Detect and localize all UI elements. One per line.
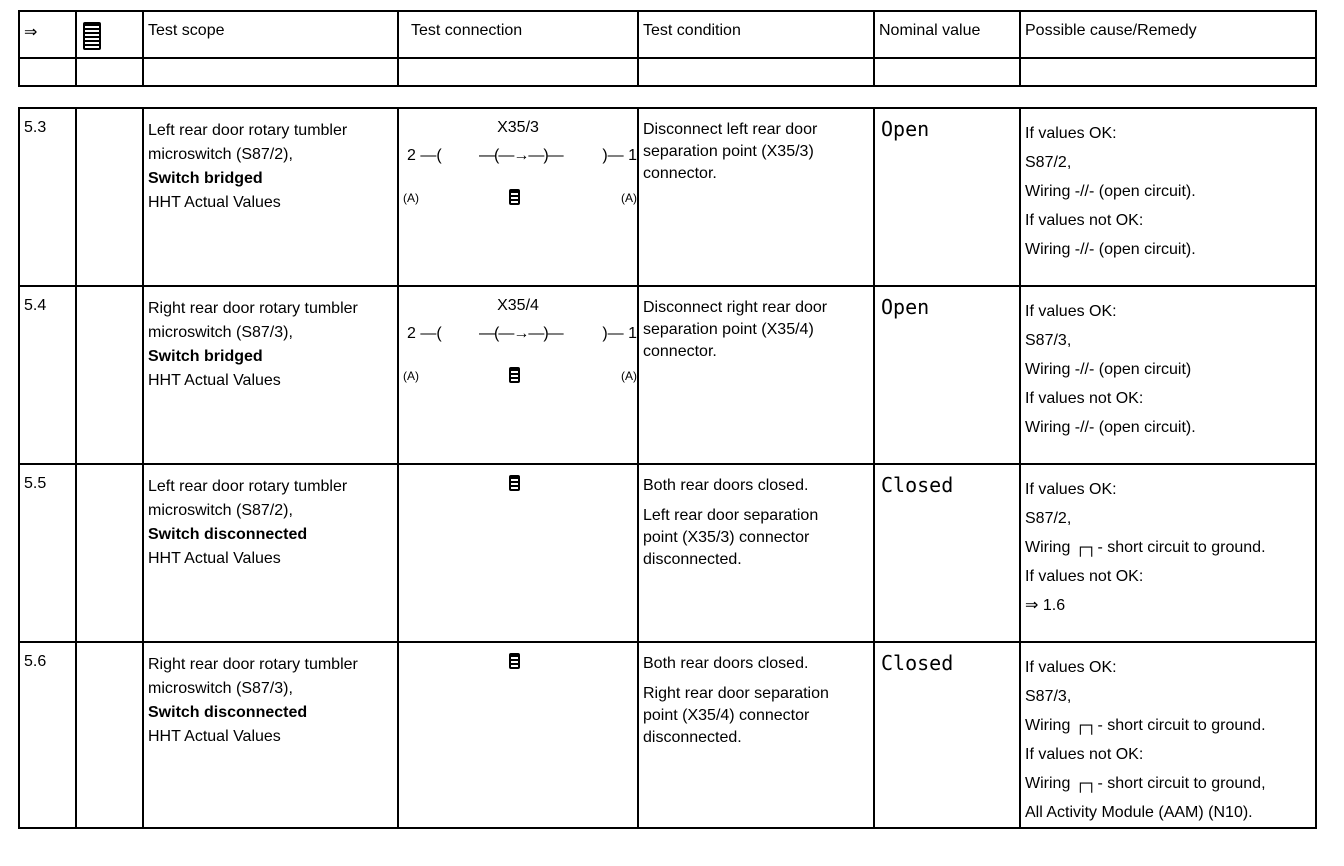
hht-device-icon bbox=[509, 475, 520, 491]
test-scope: Right rear door rotary tumbler microswitch (S87/3), Switch disconnected HHT Actual Values bbox=[143, 642, 398, 828]
header-device bbox=[76, 11, 143, 58]
header-test-scope: Test scope bbox=[143, 11, 398, 58]
annotation-right: (A) bbox=[621, 369, 637, 383]
header-subrow bbox=[19, 58, 1316, 86]
test-scope: Left rear door rotary tumbler microswitch (S87/2), Switch bridged HHT Actual Values bbox=[143, 108, 398, 286]
test-connection bbox=[398, 642, 638, 828]
table-row bbox=[19, 642, 1316, 828]
remedy: If values OK: S87/3, Wiring ┌┐- short circuit to ground. If values not OK: Wiring ┌┐- short circuit to ground, All Activity Module (AAM) (N10). bbox=[1020, 642, 1316, 828]
annotation-left: (A) bbox=[403, 369, 419, 383]
test-condition: Disconnect right rear door separation point (X35/4) connector. bbox=[638, 286, 874, 464]
nominal-value: Open bbox=[874, 286, 1020, 464]
test-condition: Both rear doors closed. Right rear door separation point (X35/4) connector disconnected. bbox=[638, 642, 874, 828]
annotation-left: (A) bbox=[403, 191, 419, 205]
step-number: 5.4 bbox=[19, 286, 76, 464]
test-connection bbox=[398, 286, 638, 464]
hht-device-icon bbox=[509, 367, 520, 383]
nominal-value: Open bbox=[874, 108, 1020, 286]
hht-device-icon bbox=[509, 189, 520, 205]
test-table bbox=[18, 107, 1317, 829]
connector-label: X35/3 bbox=[497, 119, 539, 136]
connector-symbol: —(—→—)— bbox=[479, 325, 563, 342]
pin-right: )— 1 bbox=[602, 147, 637, 164]
test-condition: Disconnect left rear door separation point (X35/3) connector. bbox=[638, 108, 874, 286]
nominal-value: Closed bbox=[874, 642, 1020, 828]
nominal-value: Closed bbox=[874, 464, 1020, 642]
header-nominal-value: Nominal value bbox=[874, 11, 1020, 58]
annotation-right: (A) bbox=[621, 191, 637, 205]
hht-device-icon bbox=[83, 22, 101, 50]
header-test-connection: Test connection bbox=[398, 11, 638, 58]
step-number: 5.5 bbox=[19, 464, 76, 642]
table-row bbox=[19, 464, 1316, 642]
test-scope: Left rear door rotary tumbler microswitch (S87/2), Switch disconnected HHT Actual Values bbox=[143, 464, 398, 642]
pin-right: )— 1 bbox=[602, 325, 637, 342]
test-condition: Both rear doors closed. Left rear door separation point (X35/3) connector disconnected. bbox=[638, 464, 874, 642]
header-arrow: ⇒ bbox=[19, 11, 76, 58]
pin-left: 2 —( bbox=[407, 147, 442, 164]
step-number: 5.6 bbox=[19, 642, 76, 828]
remedy: If values OK: S87/2, Wiring ┌┐- short circuit to ground. If values not OK: ⇒ 1.6 bbox=[1020, 464, 1316, 642]
step-number: 5.3 bbox=[19, 108, 76, 286]
remedy: If values OK: S87/2, Wiring -//- (open circuit). If values not OK: Wiring -//- (open circuit). bbox=[1020, 108, 1316, 286]
remedy: If values OK: S87/3, Wiring -//- (open circuit) If values not OK: Wiring -//- (open circuit). bbox=[1020, 286, 1316, 464]
pin-left: 2 —( bbox=[407, 325, 442, 342]
header-test-condition: Test condition bbox=[638, 11, 874, 58]
header-row bbox=[19, 11, 1316, 58]
header-remedy: Possible cause/Remedy bbox=[1020, 11, 1316, 58]
test-connection bbox=[398, 108, 638, 286]
test-scope: Right rear door rotary tumbler microswitch (S87/3), Switch bridged HHT Actual Values bbox=[143, 286, 398, 464]
table-row bbox=[19, 108, 1316, 286]
header-table bbox=[18, 10, 1317, 87]
table-row bbox=[19, 286, 1316, 464]
hht-device-icon bbox=[509, 653, 520, 669]
test-connection bbox=[398, 464, 638, 642]
connector-symbol: —(—→—)— bbox=[479, 147, 563, 164]
connector-label: X35/4 bbox=[497, 297, 539, 314]
